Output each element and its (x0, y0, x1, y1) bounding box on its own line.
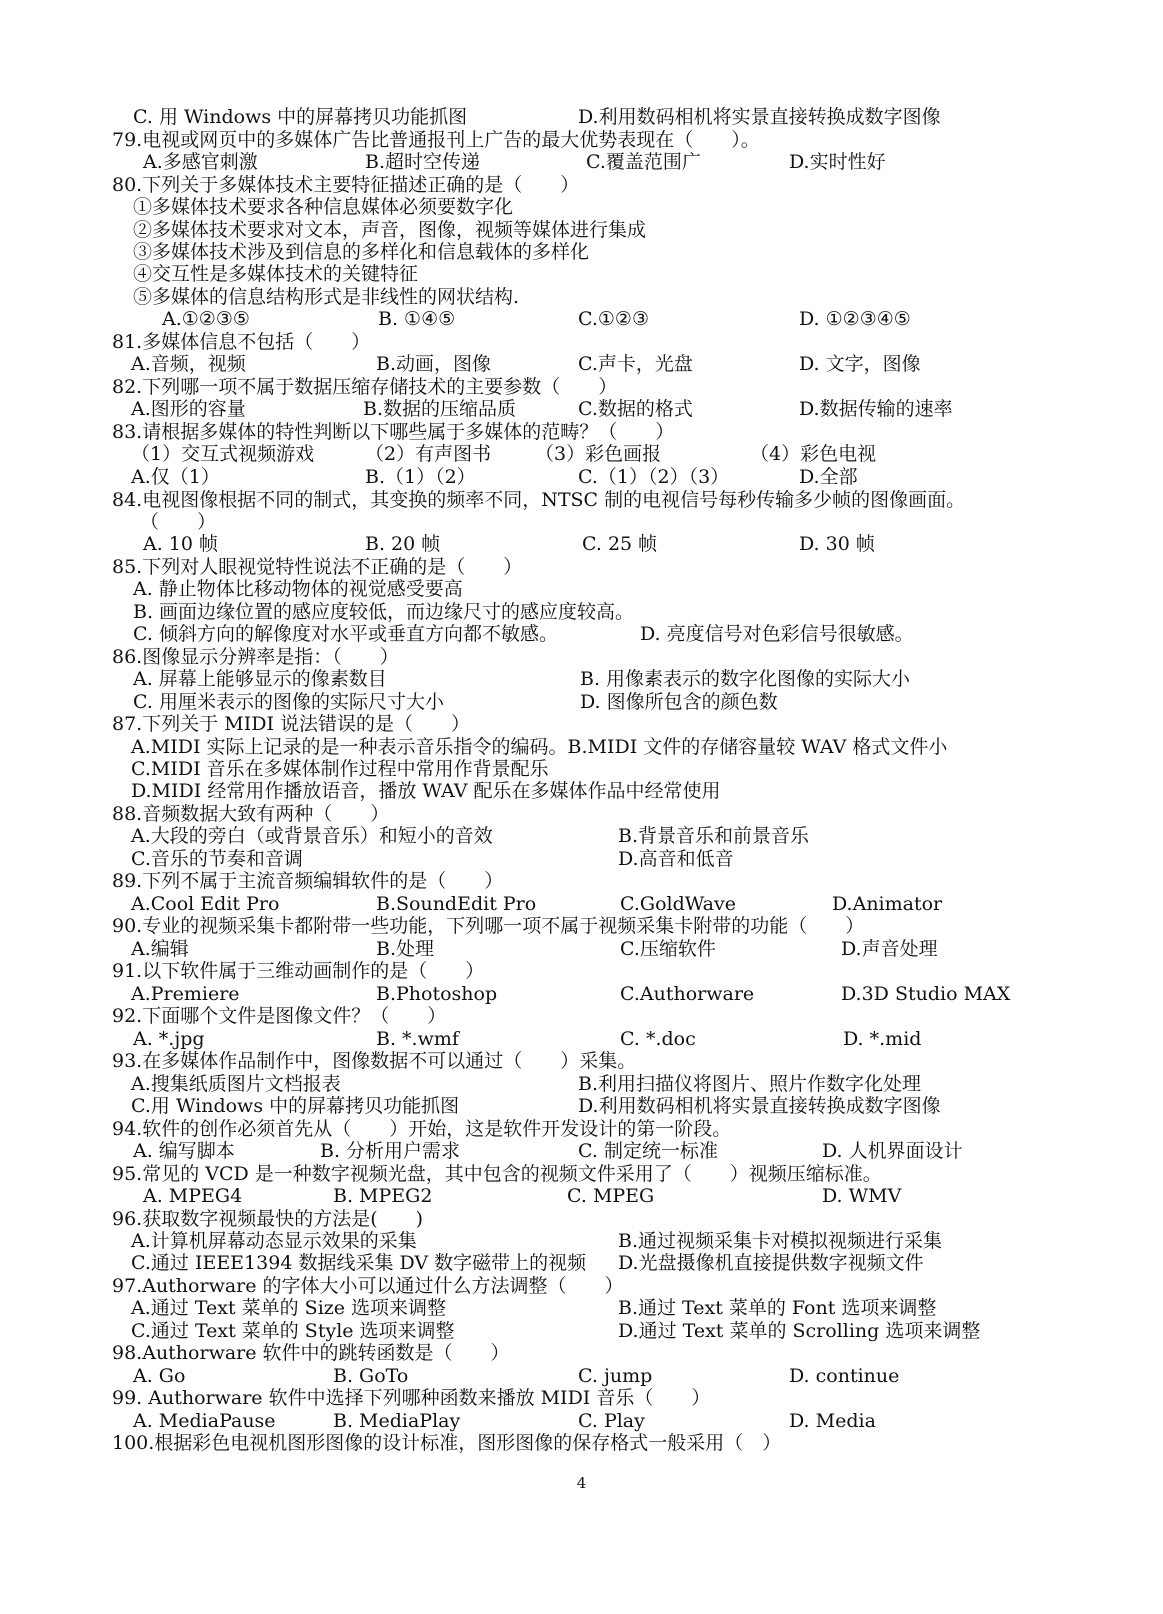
text-line (0, 1252, 1163, 1275)
line-text: ④交互性是多媒体技术的关键特征 (133, 263, 419, 285)
option-text: B. GoTo (333, 1365, 409, 1387)
text-line (0, 1073, 1163, 1096)
option-text: A.①②③⑤ (162, 308, 250, 330)
text-line (0, 803, 1163, 826)
option-text: A.搜集纸质图片文档报表 (131, 1073, 341, 1095)
option-text: B. *.wmf (376, 1028, 459, 1050)
text-line (0, 825, 1163, 848)
option-text: B.动画，图像 (376, 353, 492, 375)
line-text: ③多媒体技术涉及到信息的多样化和信息载体的多样化 (133, 241, 590, 263)
option-text: C. MPEG (567, 1185, 655, 1207)
option-text: C.（1）（2）（3） (578, 466, 730, 488)
option-text: C. 制定统一标准 (578, 1140, 718, 1162)
option-text: B. ①④⑤ (378, 308, 456, 330)
line-text: ⑤多媒体的信息结构形式是非线性的网状结构. (133, 286, 520, 308)
option-text: D.通过 Text 菜单的 Scrolling 选项来调整 (618, 1320, 981, 1342)
option-text: B.数据的压缩品质 (363, 398, 517, 420)
text-line (0, 443, 1163, 466)
option-text: C. 用 Windows 中的屏幕拷贝功能抓图 (133, 106, 468, 128)
text-line (0, 286, 1163, 309)
text-line (0, 668, 1163, 691)
option-text: D.3D Studio MAX (841, 983, 1011, 1005)
option-text: B.处理 (376, 938, 435, 960)
text-line (0, 736, 1163, 759)
option-text: D.实时性好 (789, 151, 886, 173)
option-text: C.数据的格式 (578, 398, 693, 420)
option-text: （3）彩色画报 (535, 443, 662, 465)
text-line (0, 1230, 1163, 1253)
text-line (0, 601, 1163, 624)
option-text: D.利用数码相机将实景直接转换成数字图像 (578, 1095, 941, 1117)
line-text: A. 静止物体比移动物体的视觉感受要高 (133, 578, 463, 600)
text-line (0, 983, 1163, 1006)
option-text: D. continue (789, 1365, 900, 1387)
text-line (0, 174, 1163, 197)
text-line (0, 1320, 1163, 1343)
option-text: B.背景音乐和前景音乐 (618, 825, 810, 847)
text-line (0, 151, 1163, 174)
option-text: C. *.doc (620, 1028, 696, 1050)
option-text: A.仅（1） (131, 466, 220, 488)
text-line (0, 466, 1163, 489)
text-line (0, 489, 1163, 512)
line-text: 80.下列关于多媒体技术主要特征描述正确的是（ ） (112, 174, 580, 196)
option-text: C.通过 Text 菜单的 Style 选项来调整 (131, 1320, 455, 1342)
text-line (0, 511, 1163, 534)
option-text: D.Animator (832, 893, 943, 915)
text-line (0, 1050, 1163, 1073)
option-text: B.通过 Text 菜单的 Font 选项来调整 (618, 1297, 937, 1319)
text-line (0, 780, 1163, 803)
option-text: D.利用数码相机将实景直接转换成数字图像 (578, 106, 941, 128)
text-line (0, 219, 1163, 242)
text-line (0, 241, 1163, 264)
text-line (0, 1387, 1163, 1410)
line-text: A.MIDI 实际上记录的是一种表示音乐指令的编码。B.MIDI 文件的存储容量较 WAV 格式文件小 (131, 736, 948, 758)
text-line (0, 1118, 1163, 1141)
option-text: C. jump (578, 1365, 653, 1387)
option-text: （1）交互式视频游戏 (131, 443, 315, 465)
text-line (0, 893, 1163, 916)
option-text: A. MPEG4 (143, 1185, 243, 1207)
text-line (0, 331, 1163, 354)
option-text: C.覆盖范围广 (586, 151, 701, 173)
option-text: A.多感官刺激 (143, 151, 258, 173)
text-line (0, 129, 1163, 152)
text-line (0, 960, 1163, 983)
option-text: B.利用扫描仪将图片、照片作数字化处理 (578, 1073, 922, 1095)
line-text: 95.常见的 VCD 是一种数字视频光盘，其中包含的视频文件采用了（ ）视频压缩标准。 (112, 1163, 882, 1185)
text-line (0, 1140, 1163, 1163)
line-text: 91.以下软件属于三维动画制作的是（ ） (112, 960, 485, 982)
option-text: （2）有声图书 (365, 443, 492, 465)
option-text: C.用 Windows 中的屏幕拷贝功能抓图 (131, 1095, 460, 1117)
text-line (0, 1432, 1163, 1455)
option-text: B. MPEG2 (333, 1185, 433, 1207)
text-line (0, 938, 1163, 961)
option-text: A. 编写脚本 (133, 1140, 235, 1162)
text-line (0, 1185, 1163, 1208)
option-text: A.音频，视频 (131, 353, 246, 375)
option-text: D. 亮度信号对色彩信号很敏感。 (640, 623, 914, 645)
line-text: D.MIDI 经常用作播放语音，播放 WAV 配乐在多媒体作品中经常使用 (131, 780, 721, 802)
option-text: A.编辑 (131, 938, 189, 960)
option-text: C.Authorware (620, 983, 755, 1005)
text-line (0, 556, 1163, 579)
option-text: B.Photoshop (376, 983, 498, 1005)
option-text: A. 10 帧 (143, 533, 219, 555)
line-text: 96.获取数字视频最快的方法是( ) (112, 1208, 424, 1230)
text-line (0, 713, 1163, 736)
line-text: 97.Authorware 的字体大小可以通过什么方法调整（ ） (112, 1275, 624, 1297)
option-text: D. Media (789, 1410, 876, 1432)
option-text: C.音乐的节奏和音调 (131, 848, 303, 870)
option-text: C.GoldWave (620, 893, 736, 915)
line-text: 93.在多媒体作品制作中，图像数据不可以通过（ ）采集。 (112, 1050, 637, 1072)
option-text: B. 20 帧 (365, 533, 441, 555)
option-text: C. Play (578, 1410, 645, 1432)
option-text: D. ①②③④⑤ (799, 308, 911, 330)
text-line (0, 196, 1163, 219)
option-text: D.声音处理 (841, 938, 938, 960)
text-line (0, 758, 1163, 781)
line-text: 79.电视或网页中的多媒体广告比普通报刊上广告的最大优势表现在（ ）。 (112, 129, 760, 151)
line-text: 85.下列对人眼视觉特性说法不正确的是（ ） (112, 556, 523, 578)
text-line (0, 1275, 1163, 1298)
option-text: B.超时空传递 (365, 151, 481, 173)
line-text: C.MIDI 音乐在多媒体制作过程中常用作背景配乐 (131, 758, 549, 780)
text-line (0, 421, 1163, 444)
option-text: C. 25 帧 (582, 533, 658, 555)
line-text: ①多媒体技术要求各种信息媒体必须要数字化 (133, 196, 514, 218)
text-line (0, 691, 1163, 714)
text-line (0, 353, 1163, 376)
option-text: B. 分析用户需求 (320, 1140, 461, 1162)
option-text: A.通过 Text 菜单的 Size 选项来调整 (131, 1297, 447, 1319)
option-text: C.压缩软件 (620, 938, 716, 960)
option-text: A. *.jpg (133, 1028, 205, 1050)
option-text: D.数据传输的速率 (799, 398, 953, 420)
option-text: D. 图像所包含的颜色数 (580, 691, 778, 713)
line-text: 81.多媒体信息不包括（ ） (112, 331, 371, 353)
line-text: 83.请根据多媒体的特性判断以下哪些属于多媒体的范畴？（ ） (112, 421, 675, 443)
option-text: B.（1）（2） (365, 466, 476, 488)
option-text: D.光盘摄像机直接提供数字视频文件 (618, 1252, 924, 1274)
option-text: B.SoundEdit Pro (376, 893, 537, 915)
option-text: C.通过 IEEE1394 数据线采集 DV 数字磁带上的视频 (131, 1252, 587, 1274)
option-text: C.①②③ (578, 308, 649, 330)
line-text: 86.图像显示分辨率是指：（ ） (112, 646, 399, 668)
option-text: C.声卡，光盘 (578, 353, 693, 375)
line-text: 100.根据彩色电视机图形图像的设计标准，图形图像的保存格式一般采用（ ） (112, 1432, 782, 1454)
line-text: 82.下列哪一项不属于数据压缩存储技术的主要参数（ ） (112, 376, 618, 398)
option-text: D. 人机界面设计 (822, 1140, 963, 1162)
option-text: D. 文字，图像 (799, 353, 921, 375)
line-text: 89.下列不属于主流音频编辑软件的是（ ） (112, 870, 504, 892)
option-text: A.图形的容量 (131, 398, 246, 420)
text-line (0, 915, 1163, 938)
line-text: 92.下面哪个文件是图像文件？（ ） (112, 1005, 447, 1027)
option-text: A. MediaPause (133, 1410, 276, 1432)
line-text: 90.专业的视频采集卡都附带一些功能，下列哪一项不属于视频采集卡附带的功能（ ） (112, 915, 865, 937)
text-line (0, 1028, 1163, 1051)
option-text: B. MediaPlay (333, 1410, 461, 1432)
line-text: （ ） (140, 511, 217, 533)
line-text: 99. Authorware 软件中选择下列哪种函数来播放 MIDI 音乐（ ） (112, 1387, 711, 1409)
text-line (0, 106, 1163, 129)
text-line (0, 870, 1163, 893)
text-line (0, 1410, 1163, 1433)
line-text: 98.Authorware 软件中的跳转函数是（ ） (112, 1342, 510, 1364)
text-line (0, 578, 1163, 601)
text-line (0, 1163, 1163, 1186)
line-text: ②多媒体技术要求对文本，声音，图像，视频等媒体进行集成 (133, 219, 647, 241)
text-line (0, 1297, 1163, 1320)
line-text: 84.电视图像根据不同的制式，其变换的频率不同，NTSC 制的电视信号每秒传输多少帧的图像画面。 (112, 489, 966, 511)
text-line (0, 1208, 1163, 1231)
text-line (0, 1095, 1163, 1118)
line-text: B. 画面边缘位置的感应度较低，而边缘尺寸的感应度较高。 (133, 601, 635, 623)
option-text: （4）彩色电视 (750, 443, 877, 465)
option-text: D.全部 (799, 466, 858, 488)
text-line (0, 646, 1163, 669)
text-line (0, 1342, 1163, 1365)
line-text: 94.软件的创作必须首先从（ ）开始，这是软件开发设计的第一阶段。 (112, 1118, 732, 1140)
option-text: A.大段的旁白（或背景音乐）和短小的音效 (131, 825, 493, 847)
option-text: B. 用像素表示的数字化图像的实际大小 (580, 668, 911, 690)
page-number: 4 (576, 1474, 587, 1492)
option-text: A.Cool Edit Pro (131, 893, 280, 915)
option-text: D. 30 帧 (799, 533, 875, 555)
text-line (0, 623, 1163, 646)
text-line (0, 308, 1163, 331)
line-text: 88.音频数据大致有两种（ ） (112, 803, 390, 825)
option-text: D. *.mid (843, 1028, 922, 1050)
line-text: 87.下列关于 MIDI 说法错误的是（ ） (112, 713, 470, 735)
option-text: C. 倾斜方向的解像度对水平或垂直方向都不敏感。 (133, 623, 558, 645)
text-line (0, 1005, 1163, 1028)
option-text: A.Premiere (131, 983, 240, 1005)
text-line (0, 398, 1163, 421)
option-text: B.通过视频采集卡对模拟视频进行采集 (618, 1230, 943, 1252)
option-text: A. Go (133, 1365, 186, 1387)
option-text: D.高音和低音 (618, 848, 734, 870)
text-line (0, 263, 1163, 286)
text-line (0, 533, 1163, 556)
text-line (0, 1365, 1163, 1388)
text-line (0, 376, 1163, 399)
option-text: A.计算机屏幕动态显示效果的采集 (131, 1230, 417, 1252)
option-text: D. WMV (822, 1185, 902, 1207)
option-text: A. 屏幕上能够显示的像素数目 (133, 668, 387, 690)
option-text: C. 用厘米表示的图像的实际尺寸大小 (133, 691, 444, 713)
text-line (0, 848, 1163, 871)
